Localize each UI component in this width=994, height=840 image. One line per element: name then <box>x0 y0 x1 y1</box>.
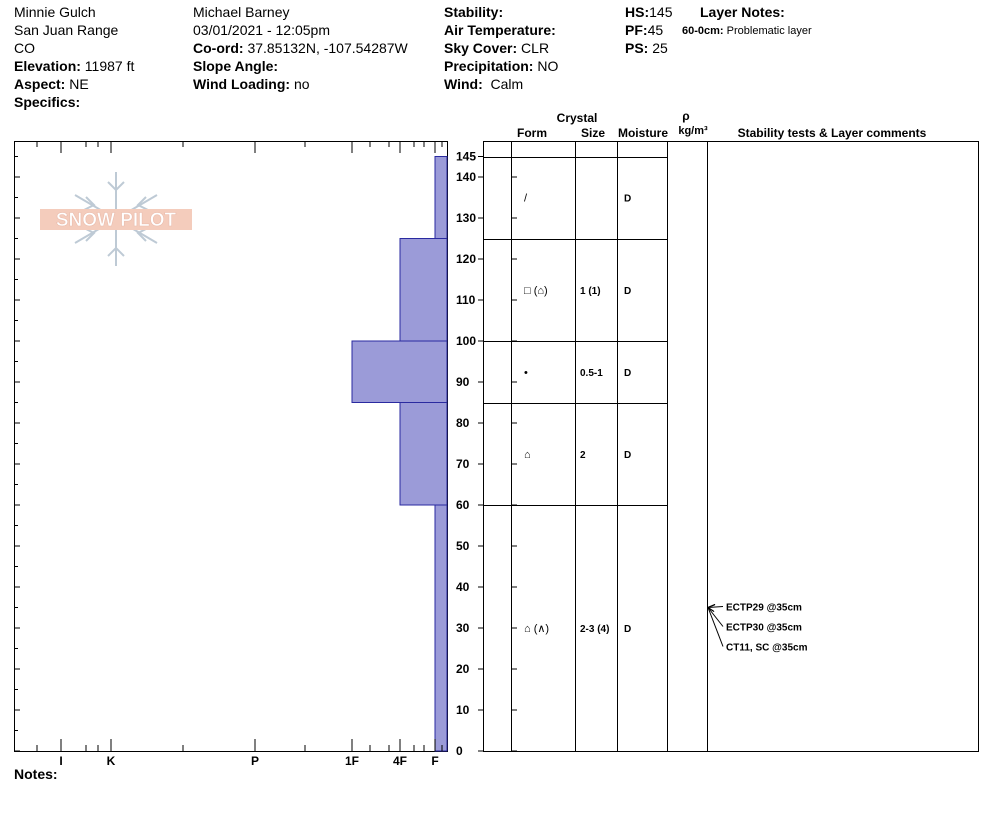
height-label-145: 145 <box>456 149 477 164</box>
layer-form-4: ⌂ (∧) <box>524 623 550 635</box>
hardness-label-1f: 1F <box>344 754 360 768</box>
hardness-bar-4 <box>435 505 447 751</box>
hardness-bars <box>352 157 447 752</box>
ps-label: PS: <box>625 40 649 56</box>
layer-moisture-4: D <box>624 624 632 635</box>
height-label-60: 60 <box>456 498 470 512</box>
stability-test-1: ECTP30 @35cm <box>726 622 802 634</box>
aspect-value: NE <box>69 76 89 92</box>
height-label-30: 30 <box>456 621 470 635</box>
hs-label: HS: <box>625 4 650 20</box>
moisture-header: Moisture <box>617 126 669 140</box>
hardness-bar-2 <box>352 341 447 403</box>
layer-moisture-2: D <box>624 367 632 379</box>
coord-value: 37.85132N, -107.54287W <box>247 40 408 56</box>
layer-size-3: 2 <box>580 449 586 461</box>
stability-test-2: CT11, SC @35cm <box>726 642 808 654</box>
coord-label: Co-ord: <box>193 40 244 56</box>
height-label-70: 70 <box>456 457 470 471</box>
sky-value: CLR <box>521 40 550 56</box>
layer-form-0: / <box>524 192 528 205</box>
height-label-130: 130 <box>456 211 477 225</box>
height-label-90: 90 <box>456 375 470 389</box>
sky-label: Sky Cover: <box>444 40 518 56</box>
hardness-axis <box>37 141 442 768</box>
height-label-140: 140 <box>456 170 477 184</box>
notes-label: Notes: <box>14 766 58 782</box>
elevation-label: Elevation: <box>14 58 81 74</box>
height-label-110: 110 <box>456 293 476 307</box>
wind-loading-value: no <box>293 76 310 92</box>
hardness-bar-3 <box>400 403 447 506</box>
pf-label: PF: <box>625 22 648 38</box>
hardness-label-p: P <box>250 754 260 768</box>
stability-test-leader-2 <box>708 608 723 647</box>
precip-label: Precipitation: <box>444 58 534 74</box>
stability-comments-header: Stability tests & Layer comments <box>737 126 927 140</box>
layer-moisture-0: D <box>624 193 632 205</box>
layer-moisture-3: D <box>624 449 632 461</box>
precip-value: NO <box>537 58 559 74</box>
wind-label: Wind: <box>444 76 483 92</box>
height-label-10: 10 <box>456 703 470 717</box>
slope-label: Slope Angle: <box>193 58 279 74</box>
form-header: Form <box>517 126 547 140</box>
layer-form-2: • <box>524 366 528 379</box>
layer-size-4: 2-3 (4) <box>580 624 610 635</box>
stability-label: Stability: <box>444 4 504 20</box>
layer-table-frame <box>484 142 979 752</box>
hardness-label-f: F <box>431 754 439 768</box>
state-name: CO <box>14 40 35 56</box>
layer-notes-label: Layer Notes: <box>700 4 785 20</box>
layer-moisture-1: D <box>624 285 632 297</box>
elevation-value: 11987 ft <box>84 58 135 74</box>
range-name: San Juan Range <box>14 22 119 38</box>
stability-test-0: ECTP29 @35cm <box>726 602 802 614</box>
logo-text: SNOW PILOT <box>55 210 177 231</box>
pf-value: 45 <box>647 22 664 38</box>
rho-header: ρ <box>682 109 690 123</box>
air-temp-label: Air Temperature: <box>444 22 556 38</box>
height-axis <box>456 150 483 759</box>
wind-loading-label: Wind Loading: <box>193 76 291 92</box>
observation-datetime: 03/01/2021 - 12:05pm <box>193 22 330 38</box>
hardness-bar-1 <box>400 239 447 342</box>
layer-size-1: 1 (1) <box>580 285 601 297</box>
layer-table-grid <box>483 141 708 751</box>
density-unit-header: kg/m³ <box>678 125 708 137</box>
layer-notes-text: Problematic layer <box>726 25 812 37</box>
height-label-100: 100 <box>456 334 477 348</box>
aspect-label: Aspect: <box>14 76 66 92</box>
ps-value: 25 <box>652 40 668 56</box>
layer-form-1: □ (⌂) <box>524 284 548 297</box>
specifics-label: Specifics: <box>14 94 81 110</box>
height-label-120: 120 <box>456 252 477 266</box>
height-label-50: 50 <box>456 539 470 553</box>
layer-form-3: ⌂ <box>524 448 531 461</box>
layer-size-2: 0.5-1 <box>580 367 603 379</box>
hardness-label-i: I <box>59 754 63 768</box>
snowpilot-logo <box>40 172 192 266</box>
height-label-20: 20 <box>456 662 470 676</box>
hs-value: 145 <box>649 4 673 20</box>
wind-value: Calm <box>490 76 524 92</box>
hardness-label-4f: 4F <box>392 754 408 768</box>
location-name: Minnie Gulch <box>14 4 96 20</box>
observer-name: Michael Barney <box>193 4 290 20</box>
height-label-80: 80 <box>456 416 470 430</box>
hardness-label-k: K <box>106 754 116 768</box>
height-label-40: 40 <box>456 580 470 594</box>
crystal-header: Crystal <box>556 111 598 125</box>
hardness-bar-0 <box>435 157 447 239</box>
stability-tests <box>708 603 808 654</box>
stability-test-leader-1 <box>708 608 723 627</box>
layer-notes-range: 60-0cm: <box>682 25 724 37</box>
height-label-0: 0 <box>456 744 463 758</box>
layer-table-cells <box>524 193 631 636</box>
size-header: Size <box>580 126 606 140</box>
hardness-chart-frame <box>15 142 448 752</box>
